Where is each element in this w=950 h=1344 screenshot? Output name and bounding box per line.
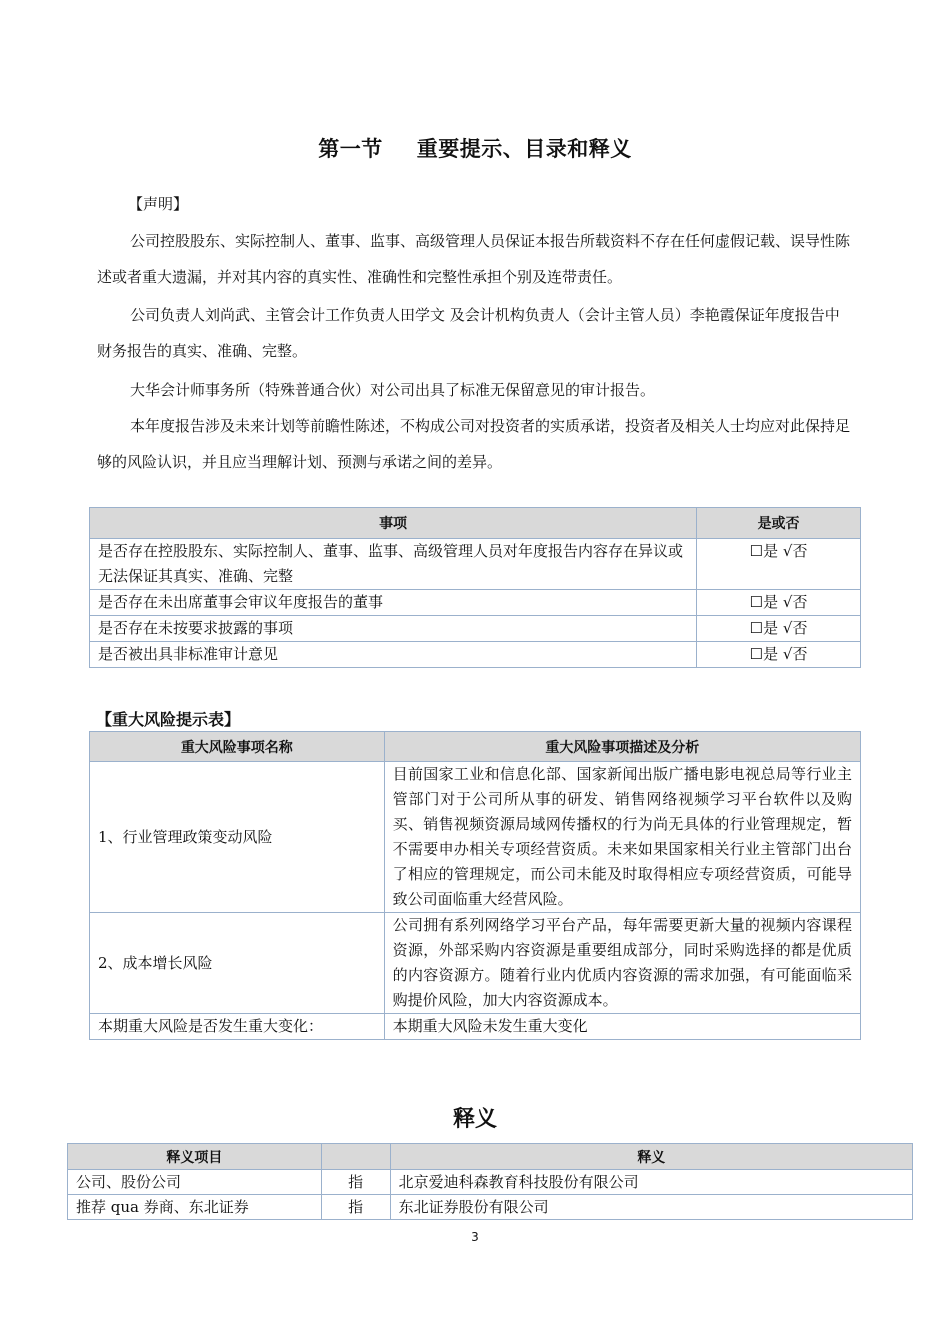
declaration-heading: 【声明】 xyxy=(128,195,189,213)
risk-name-cell: 1、行业管理政策变动风险 xyxy=(90,762,385,913)
table-row xyxy=(90,1014,861,1040)
term-cell: 公司、股份公司 xyxy=(68,1170,322,1195)
page-number: 3 xyxy=(471,1230,479,1244)
answer-checkbox-cell: ☐是 √否 xyxy=(697,539,861,590)
risk-change-label: 本期重大风险是否发生重大变化： xyxy=(90,1014,385,1040)
definitions-table xyxy=(67,1143,913,1220)
risk-desc-cell: 公司拥有系列网络学习平台产品，每年需要更新大量的视频内容课程资源，外部采购内容资源是重要组成部分，同时采购选择的都是优质的内容资源方。随着行业内优质内容资源的需求加强，有可能面临采购提价风险，加大内容资源成本。 xyxy=(384,913,860,1014)
declaration-paragraph: 公司负责人刘尚武、主管会计工作负责人田学文 及会计机构负责人（会计主管人员）李艳霞保证年度报告中财务报告的真实、准确、完整。 xyxy=(97,306,840,360)
declaration-paragraph: 本年度报告涉及未来计划等前瞻性陈述，不构成公司对投资者的实质承诺，投资者及相关人士均应对此保持足够的风险认识，并且应当理解计划、预测与承诺之间的差异。 xyxy=(97,417,851,471)
table-row xyxy=(68,1170,913,1195)
table-row xyxy=(90,913,861,1014)
term-cell: 推荐 qua 券商、东北证券 xyxy=(68,1195,322,1220)
confirmation-table xyxy=(89,507,861,668)
table-row xyxy=(90,539,861,590)
refers-cell: 指 xyxy=(321,1170,390,1195)
risk-table xyxy=(89,731,861,1040)
definitions-title: 释义 xyxy=(452,1107,497,1132)
table-row xyxy=(90,762,861,913)
column-header-answer: 是或否 xyxy=(697,508,861,539)
column-header-risk-name: 重大风险事项名称 xyxy=(90,732,385,762)
column-header-item: 事项 xyxy=(90,508,697,539)
table-row xyxy=(90,642,861,668)
column-header-term: 释义项目 xyxy=(68,1144,322,1170)
meaning-cell: 东北证券股份有限公司 xyxy=(390,1195,912,1220)
column-header-meaning: 释义 xyxy=(390,1144,912,1170)
section-number: 第一节 xyxy=(318,137,383,161)
table-row xyxy=(68,1195,913,1220)
declaration-paragraph: 大华会计师事务所（特殊普通合伙）对公司出具了标准无保留意见的审计报告。 xyxy=(130,381,656,399)
item-cell: 是否存在未出席董事会审议年度报告的董事 xyxy=(90,590,697,616)
declaration-paragraph: 公司控股股东、实际控制人、董事、监事、高级管理人员保证本报告所载资料不存在任何虚假记载、误导性陈述或者重大遗漏，并对其内容的真实性、准确性和完整性承担个别及连带责任。 xyxy=(97,232,851,286)
section-heading-text: 重要提示、目录和释义 xyxy=(416,137,632,161)
table-header-row xyxy=(68,1144,913,1170)
risk-name-cell: 2、成本增长风险 xyxy=(90,913,385,1014)
item-cell: 是否存在未按要求披露的事项 xyxy=(90,616,697,642)
risk-table-heading: 【重大风险提示表】 xyxy=(96,710,241,729)
answer-checkbox-cell: ☐是 √否 xyxy=(697,642,861,668)
table-row xyxy=(90,590,861,616)
section-title xyxy=(0,133,950,163)
column-header-risk-desc: 重大风险事项描述及分析 xyxy=(384,732,860,762)
table-row xyxy=(90,616,861,642)
answer-checkbox-cell: ☐是 √否 xyxy=(697,616,861,642)
table-header-row xyxy=(90,508,861,539)
item-cell: 是否存在控股股东、实际控制人、董事、监事、高级管理人员对年度报告内容存在异议或无法保证其真实、准确、完整 xyxy=(90,539,697,590)
table-header-row xyxy=(90,732,861,762)
refers-cell: 指 xyxy=(321,1195,390,1220)
answer-checkbox-cell: ☐是 √否 xyxy=(697,590,861,616)
item-cell: 是否被出具非标准审计意见 xyxy=(90,642,697,668)
meaning-cell: 北京爱迪科森教育科技股份有限公司 xyxy=(390,1170,912,1195)
risk-change-value: 本期重大风险未发生重大变化 xyxy=(384,1014,860,1040)
column-header-blank xyxy=(321,1144,390,1170)
risk-desc-cell: 目前国家工业和信息化部、国家新闻出版广播电影电视总局等行业主管部门对于公司所从事的研发、销售网络视频学习平台软件以及购买、销售视频资源局域网传播权的行为尚无具体的行业管理规定，暂不需要申办相关专项经营资质。未来如果国家相关行业主管部门出台了相应的管理规定，而公司未能及时取得相应专项经营资质，可能导致公司面临重大经营风险。 xyxy=(384,762,860,913)
